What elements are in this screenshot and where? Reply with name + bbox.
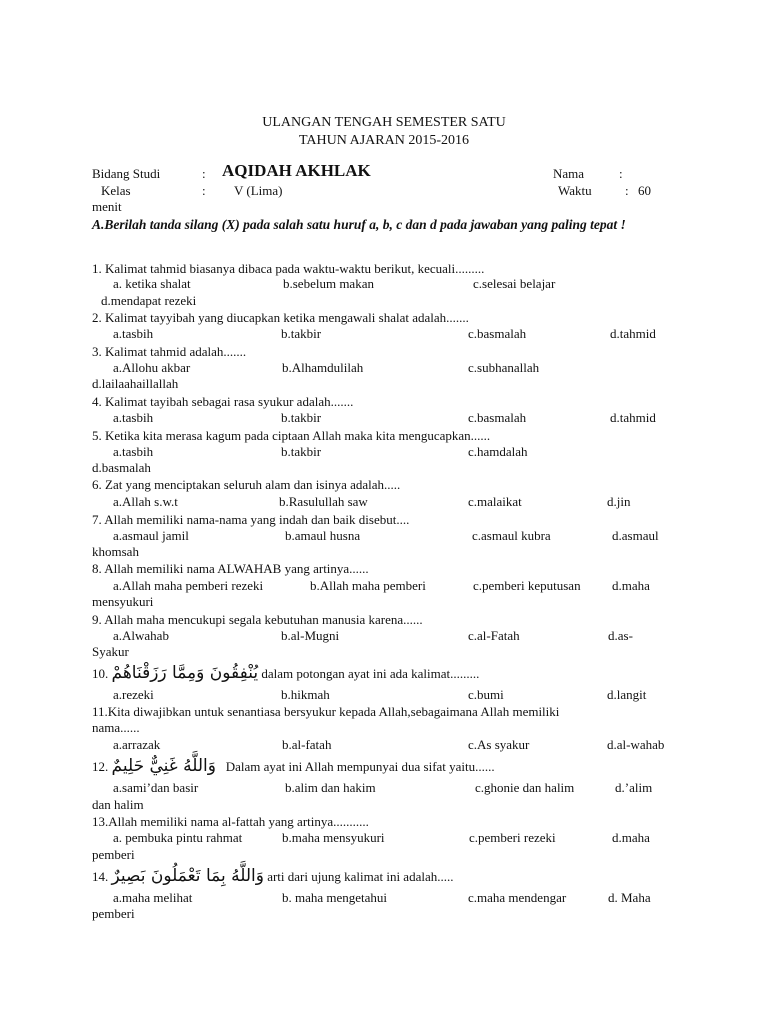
q2-option-c: c.basmalah [468,326,527,341]
q7-option-c: c.asmaul kubra [472,528,551,543]
q1-option-b: b.sebelum makan [283,276,374,291]
q12-option-a: a.sami’dan basir [113,780,199,795]
q6-option-a: a.Allah s.w.t [113,494,178,509]
q14-arabic-verse: وَاللَّهُ بِمَا تَعْمَلُونَ بَصِيرٌ [111,866,264,886]
q13-option-d-cont: pemberi [92,847,135,862]
q10-option-c: c.bumi [468,687,504,702]
q3-option-d: d.lailaahaillallah [92,376,179,391]
q8-option-c: c.pemberi keputusan [473,578,581,593]
q12-option-d-cont: dan halim [92,797,144,812]
kelas-label: Kelas [101,183,131,198]
q7-option-d-cont: khomsah [92,544,139,559]
q11-option-c: c.As syakur [468,737,530,752]
question-9: 9. Allah maha mencukupi segala kebutuhan manusia karena...... [92,612,423,627]
q14-option-c: c.maha mendengar [468,890,567,905]
q2-option-a: a.tasbih [113,326,154,341]
q8-option-b: b.Allah maha pemberi [310,578,426,593]
q8-option-d: d.maha [612,578,650,593]
q12-option-c: c.ghonie dan halim [475,780,575,795]
question-10 [92,665,692,682]
question-6: 6. Zat yang menciptakan seluruh alam dan isinya adalah..... [92,477,401,492]
q4-option-b: b.takbir [281,410,322,425]
exam-title: ULANGAN TENGAH SEMESTER SATU [262,115,506,130]
q12-option-d: d.’alim [615,780,653,795]
school-year: TAHUN AJARAN 2015-2016 [299,133,469,148]
question-14 [92,868,692,885]
waktu-colon: : [625,183,629,198]
q12-arabic-verse: وَاللَّهُ غَنِيٌّ حَلِيمٌ [111,756,216,776]
q11-option-a: a.arrazak [113,737,161,752]
q14-number: 14. [92,869,109,884]
q2-option-d: d.tahmid [610,326,656,341]
waktu-unit: menit [92,199,122,214]
q9-option-d: d.as- [608,628,633,643]
question-3: 3. Kalimat tahmid adalah....... [92,344,247,359]
q7-option-b: b.amaul husna [285,528,361,543]
bidang-label: Bidang Studi [92,166,161,181]
question-2: 2. Kalimat tayyibah yang diucapkan ketika mengawali shalat adalah....... [92,310,469,325]
nama-colon: : [619,166,623,181]
q2-option-b: b.takbir [281,326,322,341]
q9-option-a: a.Alwahab [113,628,169,643]
q14-option-b: b. maha mengetahui [282,890,388,905]
q13-option-c: c.pemberi rezeki [469,830,556,845]
question-5: 5. Ketika kita merasa kagum pada ciptaan Allah maka kita mengucapkan...... [92,428,491,443]
q14-option-a: a.maha melihat [113,890,193,905]
nama-label: Nama [553,166,585,181]
q8-option-d-cont: mensyukuri [92,594,154,609]
q3-option-b: b.Alhamdulilah [282,360,364,375]
question-7: 7. Allah memiliki nama-nama yang indah dan baik disebut.... [92,512,410,527]
q14-option-d-cont: pemberi [92,906,135,921]
kelas-colon: : [202,183,206,198]
q12-number: 12. [92,759,109,774]
q8-option-a: a.Allah maha pemberi rezeki [113,578,264,593]
q1-option-c: c.selesai belajar [473,276,556,291]
question-8: 8. Allah memiliki nama ALWAHAB yang artinya...... [92,561,369,576]
q10-text: dalam potongan ayat ini ada kalimat......... [261,666,480,681]
q4-option-c: c.basmalah [468,410,527,425]
q13-option-d: d.maha [612,830,650,845]
q6-option-b: b.Rasulullah saw [279,494,368,509]
q10-option-b: b.hikmah [281,687,330,702]
q11-option-b: b.al-fatah [282,737,332,752]
q6-option-d: d.jin [607,494,631,509]
q5-option-d: d.basmalah [92,460,151,475]
q9-option-b: b.al-Mugni [281,628,340,643]
bidang-colon: : [202,166,206,181]
q7-option-a: a.asmaul jamil [113,528,189,543]
question-11-cont: nama...... [92,720,140,735]
waktu-value: 60 [638,183,651,198]
question-11: 11.Kita diwajibkan untuk senantiasa bersyukur kepada Allah,sebagaimana Allah memiliki [92,704,560,719]
instruction: A.Berilah tanda silang (X) pada salah satu huruf a, b, c dan d pada jawaban yang paling tepat ! [92,217,626,232]
q10-option-d: d.langit [607,687,647,702]
q5-option-b: b.takbir [281,444,322,459]
q3-option-c: c.subhanallah [468,360,540,375]
q5-option-a: a.tasbih [113,444,154,459]
q10-number: 10. [92,666,109,681]
question-12 [92,758,692,775]
q14-option-d: d. Maha [608,890,651,905]
kelas-value: V (Lima) [234,183,283,198]
q7-option-d: d.asmaul [612,528,659,543]
question-13: 13.Allah memiliki nama al-fattah yang artinya........... [92,814,369,829]
q9-option-d-cont: Syakur [92,644,129,659]
q14-text: arti dari ujung kalimat ini adalah..... [267,869,454,884]
subject-name: AQIDAH AKHLAK [222,161,371,180]
waktu-label: Waktu [558,183,592,198]
q10-option-a: a.rezeki [113,687,154,702]
q12-text: Dalam ayat ini Allah mempunyai dua sifat yaitu...... [225,759,495,774]
q6-option-c: c.malaikat [468,494,522,509]
q1-option-a: a. ketika shalat [113,276,191,291]
question-4: 4. Kalimat tayibah sebagai rasa syukur adalah....... [92,394,354,409]
q9-option-c: c.al-Fatah [468,628,520,643]
question-1: 1. Kalimat tahmid biasanya dibaca pada waktu-waktu berikut, kecuali......... [92,261,485,276]
q11-option-d: d.al-wahab [607,737,665,752]
q12-option-b: b.alim dan hakim [285,780,376,795]
q13-option-a: a. pembuka pintu rahmat [113,830,243,845]
q10-arabic-verse: يُنْفِقُونَ وَمِمَّا رَزَقْنَاهُمْ [111,663,259,683]
q4-option-a: a.tasbih [113,410,154,425]
q3-option-a: a.Allohu akbar [113,360,191,375]
q13-option-b: b.maha mensyukuri [282,830,385,845]
q4-option-d: d.tahmid [610,410,656,425]
q1-option-d: d.mendapat rezeki [101,293,197,308]
q5-option-c: c.hamdalah [468,444,528,459]
